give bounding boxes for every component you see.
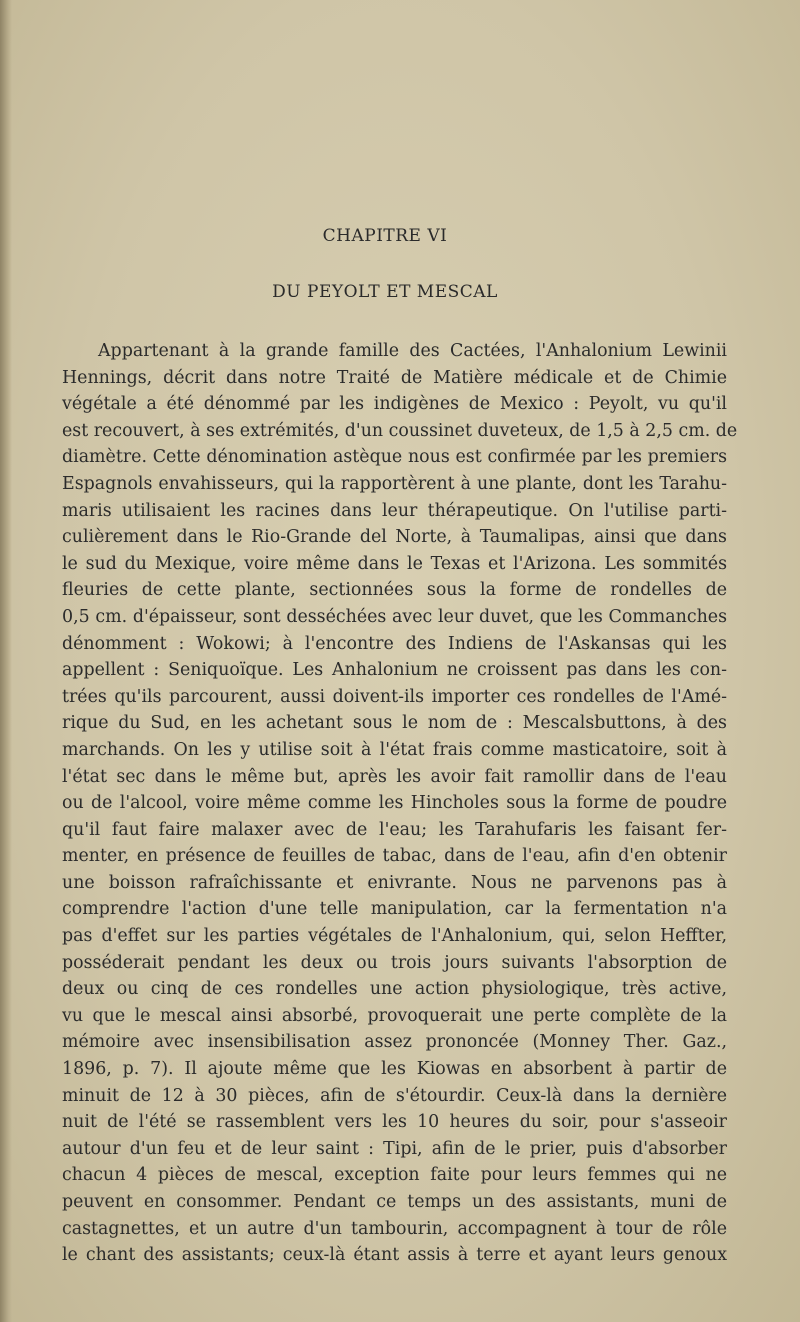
- text-line: comprendre l'action d'une telle manipulation, car la fermentation n'a: [62, 899, 727, 920]
- text-line: Appartenant à la grande famille des Cactées, l'Anhalonium Lewinii: [98, 341, 727, 361]
- text-line: pas d'effet sur les parties végétales de l'Anhalonium, qui, selon Heffter,: [62, 926, 727, 947]
- page-binding-shadow: [0, 0, 12, 1322]
- chapter-title: DU PEYOLT ET MESCAL: [272, 282, 498, 302]
- text-line: peuvent en consommer. Pendant ce temps un des assistants, muni de: [62, 1192, 727, 1212]
- chapter-body-paragraph: [62, 338, 738, 1269]
- text-line: végétale a été dénommé par les indigènes de Mexico : Peyolt, vu qu'il: [62, 394, 727, 415]
- text-line: est recouvert, à ses extrémités, d'un coussinet duveteux, de 1,5 à 2,5 cm. de: [62, 420, 738, 441]
- text-line: vu que le mescal ainsi absorbé, provoquerait une perte complète de la: [62, 1005, 727, 1026]
- text-line: le sud du Mexique, voire même dans le Texas et l'Arizona. Les sommités: [62, 553, 727, 574]
- text-line: appellent : Seniquoïque. Les Anhalonium ne croissent pas dans les con-: [62, 660, 727, 681]
- text-line: une boisson rafraîchissante et enivrante. Nous ne parvenons pas à: [62, 872, 727, 893]
- text-line: mémoire avec insensibilisation assez prononcée (Monney Ther. Gaz.,: [62, 1032, 727, 1053]
- text-line: nuit de l'été se rassemblent vers les 10 heures du soir, pour s'asseoir: [62, 1112, 727, 1133]
- text-line: l'état sec dans le même but, après les avoir fait ramollir dans de l'eau: [62, 766, 727, 787]
- text-line: ou de l'alcool, voire même comme les Hincholes sous la forme de poudre: [62, 793, 727, 814]
- text-line: posséderait pendant les deux ou trois jours suivants l'absorption de: [62, 952, 727, 973]
- text-line: deux ou cinq de ces rondelles une action physiologique, très active,: [62, 979, 727, 1000]
- text-line: minuit de 12 à 30 pièces, afin de s'étourdir. Ceux-là dans la dernière: [62, 1085, 727, 1106]
- text-line: maris utilisaient les racines dans leur thérapeutique. On l'utilise parti-: [62, 500, 727, 521]
- text-line: marchands. On les y utilise soit à l'état frais comme masticatoire, soit à: [62, 739, 727, 760]
- text-line: fleuries de cette plante, sectionnées sous la forme de rondelles de: [62, 580, 727, 601]
- text-line: diamètre. Cette dénomination astèque nous est confirmée par les premiers: [62, 447, 727, 468]
- text-line: 0,5 cm. d'épaisseur, sont desséchées avec leur duvet, que les Commanches: [62, 606, 727, 627]
- text-line: chacun 4 pièces de mescal, exception faite pour leurs femmes qui ne: [62, 1165, 727, 1186]
- text-line: le chant des assistants; ceux-là étant assis à terre et ayant leurs genoux: [62, 1245, 727, 1266]
- text-line: menter, en présence de feuilles de tabac, dans de l'eau, afin d'en obtenir: [62, 846, 727, 867]
- text-line: qu'il faut faire malaxer avec de l'eau; les Tarahufaris les faisant fer-: [62, 819, 727, 840]
- chapter-number: CHAPITRE VI: [322, 226, 448, 246]
- text-line: Hennings, décrit dans notre Traité de Matière médicale et de Chimie: [62, 367, 727, 388]
- text-line: 1896, p. 7). Il ajoute même que les Kiowas en absorbent à partir de: [62, 1059, 727, 1080]
- text-line: Espagnols envahisseurs, qui la rapportèrent à une plante, dont les Tarahu-: [62, 473, 727, 494]
- text-line: culièrement dans le Rio-Grande del Norte, à Taumalipas, ainsi que dans: [62, 527, 727, 548]
- text-line: autour d'un feu et de leur saint : Tipi, afin de le prier, puis d'absorber: [62, 1138, 727, 1159]
- text-line: dénomment : Wokowi; à l'encontre des Indiens de l'Askansas qui les: [62, 633, 727, 654]
- text-line: castagnettes, et un autre d'un tambourin, accompagnent à tour de rôle: [62, 1218, 727, 1239]
- text-line: trées qu'ils parcourent, aussi doivent-ils importer ces rondelles de l'Amé-: [62, 686, 727, 707]
- text-line: rique du Sud, en les achetant sous le nom de : Mescalsbuttons, à des: [62, 713, 727, 734]
